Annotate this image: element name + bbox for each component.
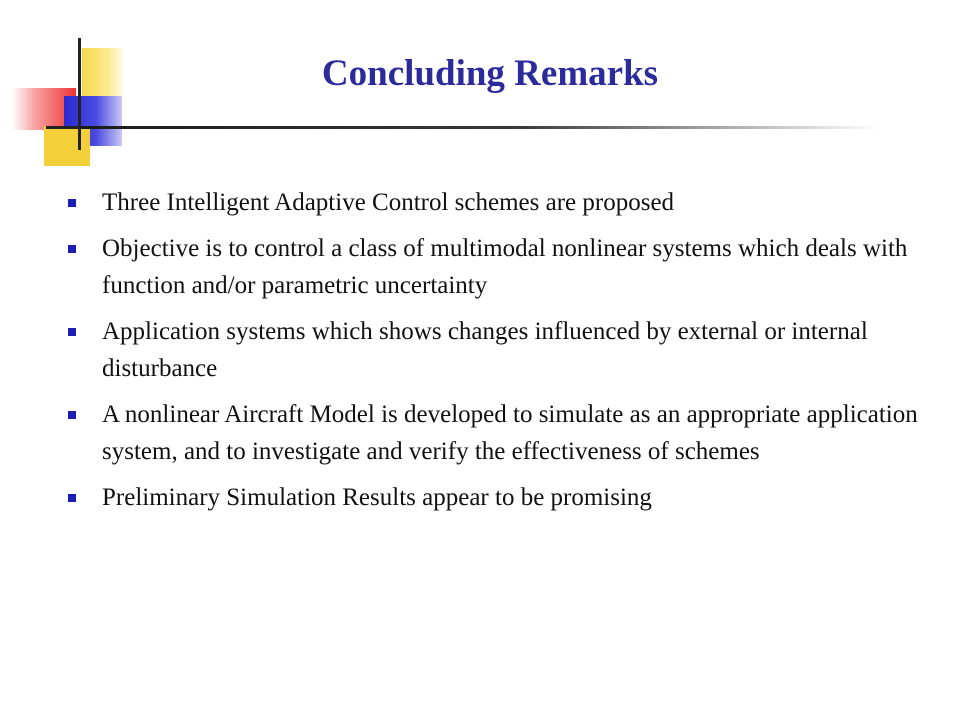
logo-yellow-square-bottom xyxy=(44,126,90,166)
square-bullet-icon xyxy=(68,494,76,502)
bullet-item xyxy=(66,313,936,387)
title-underline-rule xyxy=(80,126,880,129)
bullet-text: A nonlinear Aircraft Model is developed to simulate as an appropriate application system, and to investigate and verify the effectiveness of schemes xyxy=(102,401,918,465)
decorative-squares-logo xyxy=(0,0,140,180)
bullet-item xyxy=(66,396,936,470)
bullet-list xyxy=(66,184,936,525)
square-bullet-icon xyxy=(68,245,76,253)
bullet-text: Three Intelligent Adaptive Control schemes are proposed xyxy=(102,189,675,216)
bullet-item xyxy=(66,479,936,516)
bullet-item xyxy=(66,230,936,304)
square-bullet-icon xyxy=(68,199,76,207)
bullet-text: Preliminary Simulation Results appear to be promising xyxy=(102,484,652,511)
logo-yellow-square-top xyxy=(82,48,126,96)
bullet-text: Application systems which shows changes influenced by external or internal disturbance xyxy=(102,318,868,382)
slide-title: Concluding Remarks xyxy=(321,53,659,94)
square-bullet-icon xyxy=(68,328,76,336)
logo-vertical-line xyxy=(78,38,81,150)
bullet-text: Objective is to control a class of multimodal nonlinear systems which deals with function and/or parametric uncertainty xyxy=(102,235,908,299)
bullet-item xyxy=(66,184,936,221)
logo-horizontal-line xyxy=(46,126,80,129)
square-bullet-icon xyxy=(68,411,76,419)
